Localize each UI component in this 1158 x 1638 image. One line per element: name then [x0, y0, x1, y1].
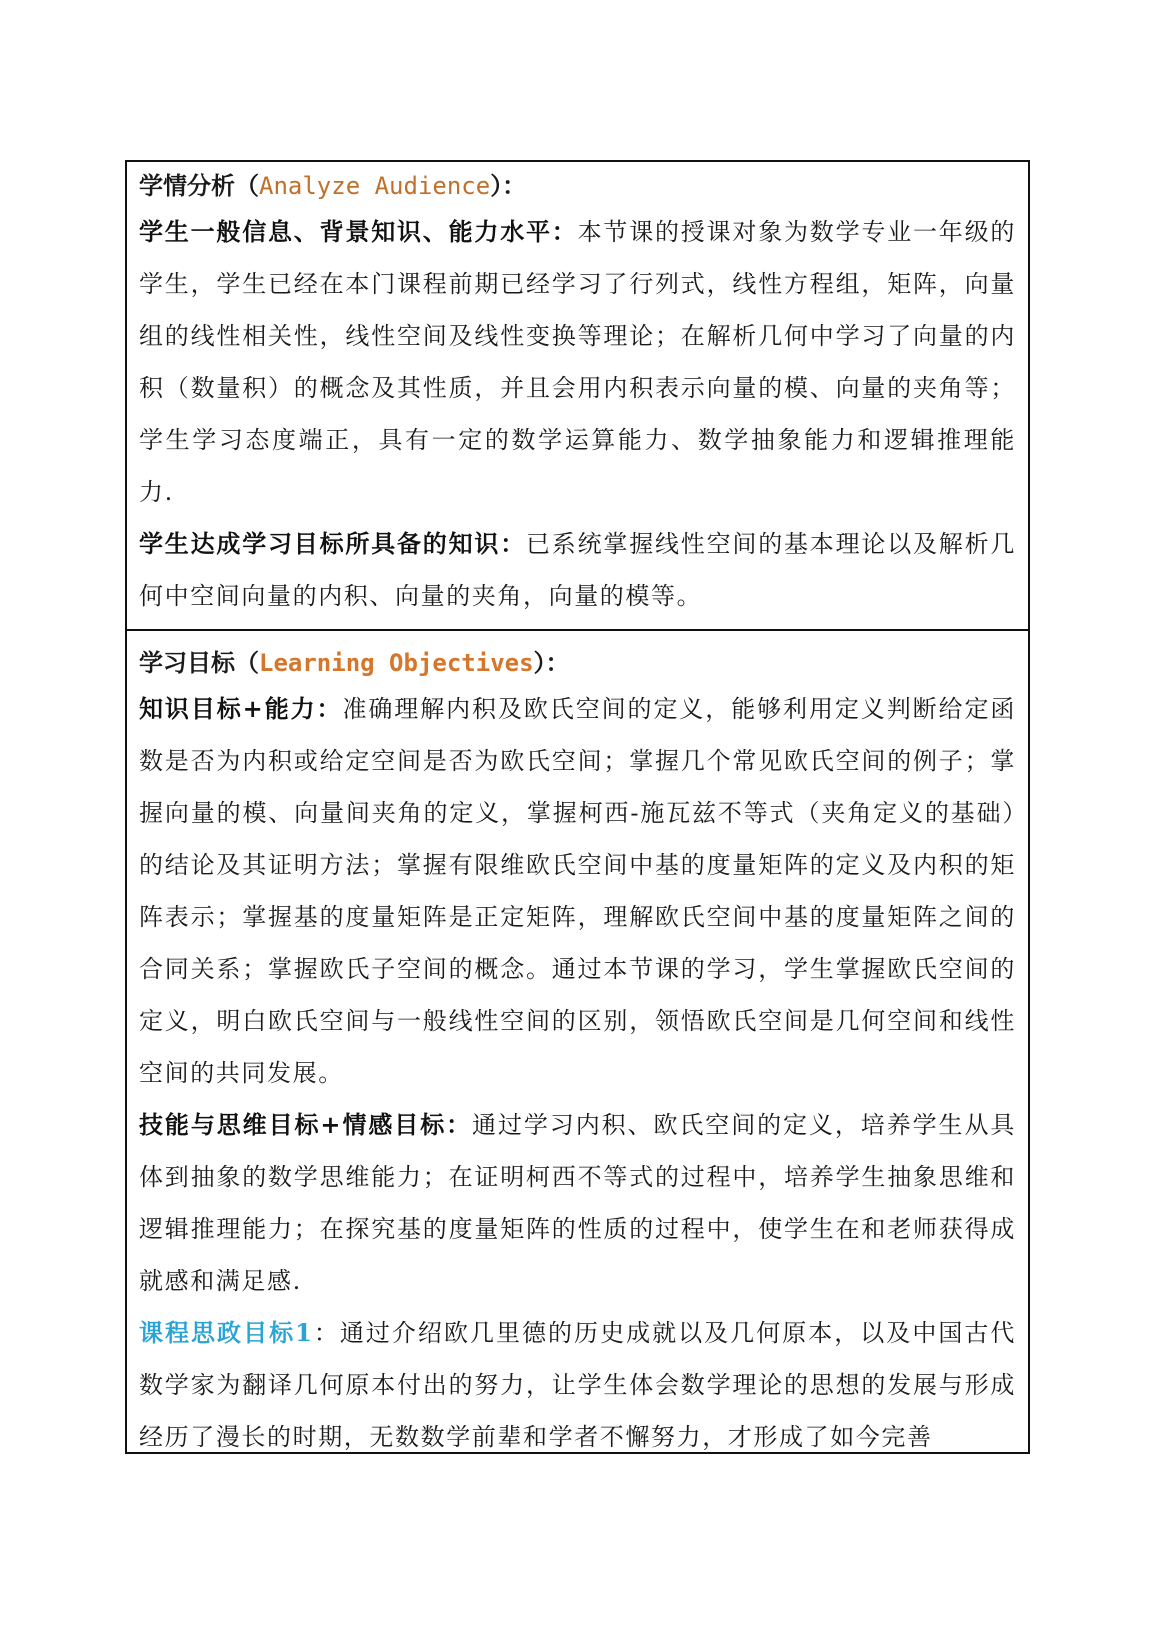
audience-analysis-heading	[139, 166, 1016, 206]
heading-cn: 学情分析（	[139, 171, 259, 200]
student-background-label: 学生一般信息、背景知识、能力水平：	[139, 217, 578, 246]
prior-knowledge-label: 学生达成学习目标所具备的知识：	[139, 529, 526, 558]
knowledge-objective-label: 知识目标+能力：	[139, 694, 343, 723]
prior-knowledge-paragraph	[139, 518, 1016, 622]
learning-objectives-cell	[127, 629, 1028, 1452]
skill-objective-paragraph	[139, 1099, 1016, 1307]
prior-knowledge-text: 已系统掌握线性空间的基本理论以及解析几何中空间向量的内积、向量的夹角，向量的模等。	[139, 530, 1016, 610]
ideology-objective-text: 通过介绍欧几里德的历史成就以及几何原本，以及中国古代数学家为翻译几何原本付出的努力，让学生体会数学理论的思想的发展与形成经历了漫长的时期，无数数学前辈和学者不懈努力，才形成了如今完善	[139, 1319, 1016, 1451]
ideology-objective-label: 课程思政目标1	[139, 1318, 314, 1347]
heading-end: ）：	[490, 171, 527, 200]
heading-en: Analyze Audience	[259, 172, 491, 200]
heading-end: ）：	[533, 648, 570, 677]
lesson-plan-table	[125, 160, 1030, 1454]
knowledge-objective-paragraph	[139, 683, 1016, 1099]
learning-objectives-heading	[139, 643, 1016, 683]
student-background-text: 本节课的授课对象为数学专业一年级的学生，学生已经在本门课程前期已经学习了行列式，线性方程组，矩阵，向量组的线性相关性，线性空间及线性变换等理论；在解析几何中学习了向量的内积（数量积）的概念及其性质，并且会用内积表示向量的模、向量的夹角等；学生学习态度端正，具有一定的数学运算能力、数学抽象能力和逻辑推理能力.	[139, 218, 1017, 506]
heading-en: Learning Objectives	[259, 649, 534, 677]
skill-objective-text: 通过学习内积、欧氏空间的定义，培养学生从具体到抽象的数学思维能力；在证明柯西不等式的过程中，培养学生抽象思维和逻辑推理能力；在探究基的度量矩阵的性质的过程中，使学生在和老师获得成就感和满足感.	[139, 1111, 1016, 1295]
heading-cn: 学习目标（	[139, 648, 259, 677]
ideology-objective-colon: ：	[313, 1319, 340, 1347]
student-background-paragraph	[139, 206, 1016, 518]
knowledge-objective-text: 准确理解内积及欧氏空间的定义，能够利用定义判断给定函数是否为内积或给定空间是否为欧氏空间；掌握几个常见欧氏空间的例子；掌握向量的模、向量间夹角的定义，掌握柯西-施瓦兹不等式（夹角定义的基础）的结论及其证明方法；掌握有限维欧氏空间中基的度量矩阵的定义及内积的矩阵表示；掌握基的度量矩阵是正定矩阵，理解欧氏空间中基的度量矩阵之间的合同关系；掌握欧氏子空间的概念。通过本节课的学习，学生掌握欧氏空间的定义，明白欧氏空间与一般线性空间的区别，领悟欧氏空间是几何空间和线性空间的共同发展。	[139, 695, 1016, 1087]
skill-objective-label: 技能与思维目标+情感目标：	[139, 1110, 473, 1139]
audience-analysis-cell	[127, 162, 1028, 629]
ideology-objective-paragraph	[139, 1307, 1016, 1463]
